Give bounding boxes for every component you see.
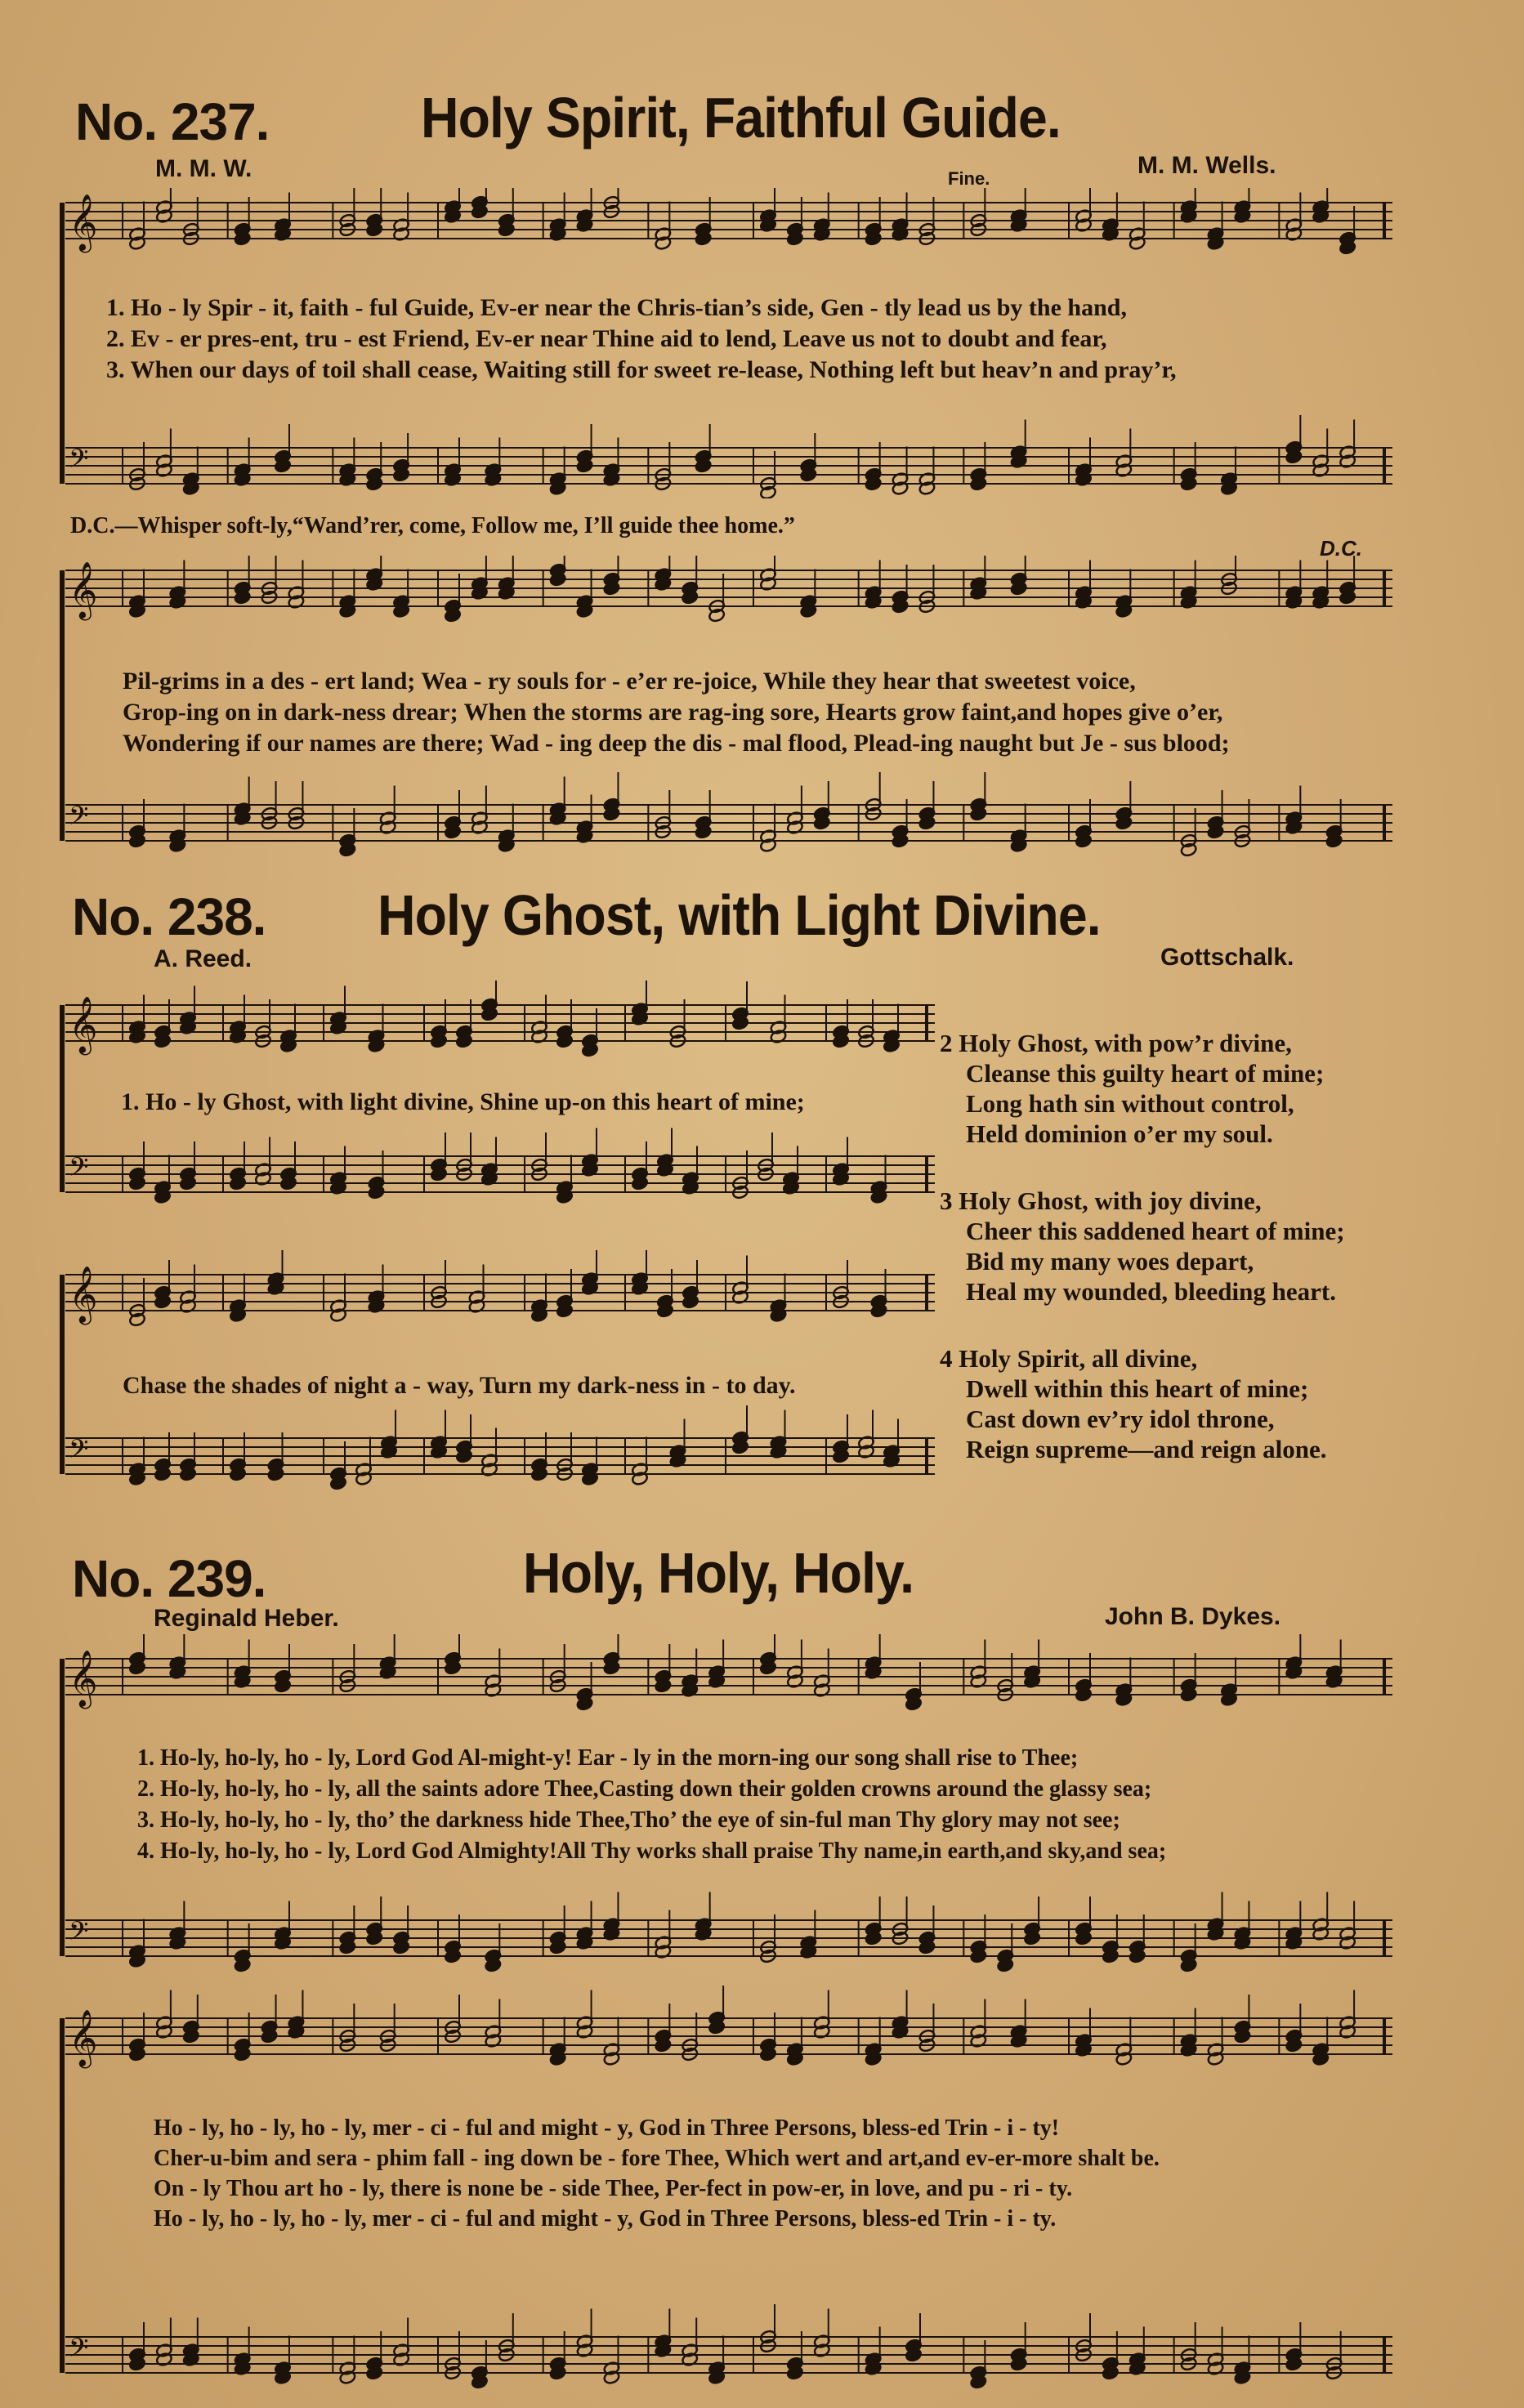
hymn-239-verse-1-line: 1. Ho-ly, ho-ly, ho - ly, Lord God Al-might-y! Ear - ly in the morn-ing our song shall rise to Thee; bbox=[137, 1745, 1079, 1771]
hymn-238-verse-3 bbox=[940, 1186, 1345, 1307]
treble-clef-icon: 𝄞 bbox=[69, 194, 98, 251]
hymn-238-line-2: Chase the shades of night a - way, Turn my dark-ness in - to day. bbox=[123, 1372, 796, 1399]
hymn-237-composer: M. M. Wells. bbox=[1137, 152, 1276, 179]
verse-line: Dwell within this heart of mine; bbox=[966, 1374, 1309, 1403]
bass-staff bbox=[65, 772, 1392, 857]
hymn-239-verse-2-line-b: Cher-u-bim and sera - phim fall - ing down be - fore Thee, Which wert and art,and ev-er-more shalt be. bbox=[154, 2146, 1160, 2171]
treble-staff bbox=[65, 1986, 1392, 2068]
hymn-239-verse-4-line: 4. Ho-ly, ho-ly, ho - ly, Lord God Almighty!All Thy works shall praise Thy name,in earth,and sky,and sea; bbox=[137, 1838, 1167, 1864]
treble-staff bbox=[65, 981, 935, 1057]
verse-line: 3 Holy Ghost, with joy divine, bbox=[940, 1186, 1262, 1215]
hymn-237-number: No. 237. bbox=[75, 92, 270, 151]
treble-clef-icon: 𝄞 bbox=[69, 996, 98, 1053]
treble-clef-icon: 𝄞 bbox=[69, 2009, 98, 2066]
verse-line: Reign supreme—and reign alone. bbox=[966, 1435, 1327, 1463]
hymn-239-verse-1-line-b: Ho - ly, ho - ly, ho - ly, mer - ci - ful and might - y, God in Three Persons, bless-ed Trin - i - ty! bbox=[154, 2115, 1060, 2141]
hymn-237-title: Holy Spirit, Faithful Guide. bbox=[421, 86, 1061, 150]
treble-staff bbox=[65, 556, 1392, 623]
verse-line: Cheer this saddened heart of mine; bbox=[966, 1217, 1345, 1245]
treble-clef-icon: 𝄞 bbox=[69, 1266, 98, 1323]
bass-clef-icon: 𝄢 bbox=[69, 444, 89, 480]
verse-line: Long hath sin without control, bbox=[966, 1089, 1294, 1118]
hymn-237-verse-2-line-b: Grop-ing on in dark-ness drear; When the storms are rag-ing sore, Hearts grow faint,and hopes give o’er, bbox=[123, 699, 1223, 726]
hymn-238-verse-2 bbox=[940, 1028, 1345, 1149]
hymn-238-lyricist: A. Reed. bbox=[154, 945, 253, 972]
verse-line: Cleanse this guilty heart of mine; bbox=[966, 1059, 1325, 1088]
hymn-238-number: No. 238. bbox=[72, 887, 266, 946]
treble-staff bbox=[65, 1634, 1392, 1711]
hymn-239-verse-3-line-b: On - ly Thou art ho - ly, there is none be - side Thee, Per-fect in pow-er, in love, and pu - ri - ty. bbox=[154, 2176, 1073, 2201]
bass-staff bbox=[65, 1128, 935, 1204]
bass-staff bbox=[65, 415, 1392, 498]
verse-line: Held dominion o’er my soul. bbox=[966, 1119, 1273, 1148]
hymn-237-verse-1-line: 1. Ho - ly Spir - it, faith - ful Guide, Ev-er near the Chris-tian’s side, Gen - tly lead us by the hand, bbox=[106, 294, 1127, 321]
hymn-237-fine-mark: Fine. bbox=[948, 168, 990, 189]
hymn-239-composer: John B. Dykes. bbox=[1105, 1603, 1281, 1630]
verse-line: Heal my wounded, bleeding heart. bbox=[966, 1277, 1336, 1306]
treble-staff bbox=[65, 1250, 935, 1327]
bass-clef-icon: 𝄢 bbox=[69, 2333, 89, 2369]
hymn-238-line-1: 1. Ho - ly Ghost, with light divine, Shine up-on this heart of mine; bbox=[121, 1088, 805, 1115]
bass-staff bbox=[65, 1405, 935, 1490]
treble-staff bbox=[65, 188, 1392, 255]
bass-clef-icon: 𝄢 bbox=[69, 1434, 89, 1470]
hymn-239-verse-3-line: 3. Ho-ly, ho-ly, ho - ly, tho’ the darkness hide Thee,Tho’ the eye of sin-ful man Thy glory may not see; bbox=[137, 1807, 1120, 1833]
hymn-238-title: Holy Ghost, with Light Divine. bbox=[378, 883, 1101, 947]
bass-staff bbox=[65, 1892, 1392, 1973]
verse-line: 4 Holy Spirit, all divine, bbox=[940, 1344, 1198, 1373]
hymn-239-lyricist: Reginald Heber. bbox=[154, 1605, 339, 1632]
verse-line: Cast down ev’ry idol throne, bbox=[966, 1405, 1275, 1433]
hymn-237-lyricist: M. M. W. bbox=[155, 155, 253, 182]
treble-clef-icon: 𝄞 bbox=[69, 561, 98, 619]
hymn-237-dc-note: D.C.—Whisper soft-ly,“Wand’rer, come, Follow me, I’ll guide thee home.” bbox=[70, 513, 795, 538]
verse-line: Bid my many woes depart, bbox=[966, 1247, 1254, 1275]
verse-line: 2 Holy Ghost, with pow’r divine, bbox=[940, 1029, 1292, 1057]
hymn-239-verse-4-line-b: Ho - ly, ho - ly, ho - ly, mer - ci - ful and might - y, God in Three Persons, bless-ed Trin - i - ty. bbox=[154, 2206, 1057, 2232]
treble-clef-icon: 𝄞 bbox=[69, 1650, 98, 1707]
bass-clef-icon: 𝄢 bbox=[69, 1152, 89, 1188]
hymn-237-verse-2-line: 2. Ev - er pres-ent, tru - est Friend, Ev-er near Thine aid to lend, Leave us not to doubt and fear, bbox=[106, 325, 1107, 352]
bass-staff bbox=[65, 2304, 1392, 2389]
hymn-238-verse-4 bbox=[940, 1343, 1345, 1464]
hymn-237-verse-3-line-b: Wondering if our names are there; Wad - ing deep the dis - mal flood, Plead-ing naught but Je - sus blood; bbox=[123, 730, 1230, 757]
bass-clef-icon: 𝄢 bbox=[69, 1916, 89, 1952]
hymn-239-title: Holy, Holy, Holy. bbox=[523, 1541, 914, 1605]
hymn-237-verse-1-line-b: Pil-grims in a des - ert land; Wea - ry souls for - e’er re-joice, While they hear that sweetest voice, bbox=[123, 668, 1136, 695]
bass-clef-icon: 𝄢 bbox=[69, 801, 89, 837]
hymn-238-composer: Gottschalk. bbox=[1160, 944, 1294, 971]
hymn-239-verse-2-line: 2. Ho-ly, ho-ly, ho - ly, all the saints adore Thee,Casting down their golden crowns around the glassy sea; bbox=[137, 1776, 1152, 1802]
hymn-239-number: No. 239. bbox=[72, 1549, 266, 1608]
hymn-237-verse-3-line: 3. When our days of toil shall cease, Waiting still for sweet re-lease, Nothing left but heav’n and pray’r, bbox=[106, 356, 1177, 383]
hymn-237-dc-mark: D.C. bbox=[1320, 536, 1362, 561]
hymn-238-verses bbox=[940, 1028, 1345, 1464]
